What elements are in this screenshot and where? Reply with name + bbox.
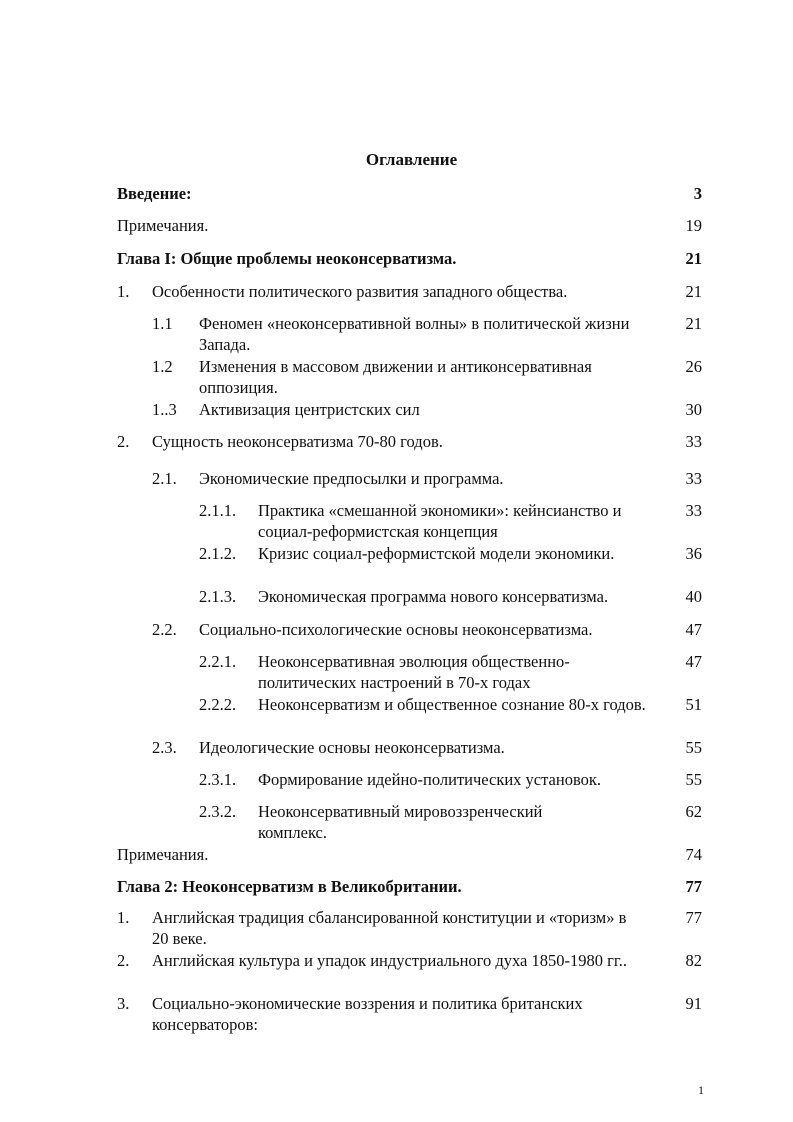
toc-entry-page: 21: [685, 314, 702, 333]
toc-entry-text: Идеологические основы неоконсерватизма.: [199, 738, 505, 757]
toc-entry-page: 3: [693, 184, 702, 203]
toc-entry-text: Особенности политического развития западного общества.: [152, 282, 568, 301]
toc-entry-page: 21: [685, 282, 702, 301]
toc-entry-number: 3.: [117, 994, 130, 1013]
toc-entry-number: 1.: [117, 282, 130, 301]
toc-entry-text: Социально-экономические воззрения и политика британских консерваторов:: [152, 994, 583, 1034]
toc-entry-number: 2.: [117, 951, 130, 970]
toc-entry-text: Примечания.: [117, 845, 209, 864]
toc-entry-number: 1.2: [152, 357, 173, 376]
toc-entry-text: Формирование идейно-политических установок.: [258, 770, 602, 789]
toc-entry-text: Практика «смешанной экономики»: кейнсианство и социал-реформистская концепция: [258, 501, 622, 541]
toc-entry-text: Глава I: Общие проблемы неоконсерватизма.: [117, 249, 457, 268]
toc-entry-text: Изменения в массовом движении и антиконсервативная оппозиция.: [199, 357, 592, 397]
toc-entry-page: 55: [685, 738, 702, 757]
toc-entry-page: 55: [685, 770, 702, 789]
toc-entry-text: Примечания.: [117, 216, 209, 235]
toc-entry-text: Неоконсервативная эволюция общественно-политических настроений в 70-х годах: [258, 652, 570, 692]
toc-entry-page: 47: [685, 652, 702, 671]
toc-entry-page: 77: [685, 877, 702, 896]
toc-entry-number: 2.2.2.: [199, 695, 237, 714]
toc-entry-text: Кризис социал-реформистской модели экономики.: [258, 544, 615, 563]
toc-title: Оглавление: [365, 150, 458, 169]
toc-entry-number: 2.2.: [152, 620, 177, 639]
toc-entry-number: 2.: [117, 432, 130, 451]
toc-entry-number: 1..3: [152, 400, 177, 419]
toc-entry-number: 2.1.: [152, 469, 177, 488]
toc-entry-text: Активизация центристских сил: [199, 400, 420, 419]
toc-entry-page: 62: [685, 802, 702, 821]
toc-entry-number: 1.: [117, 908, 130, 927]
toc-entry-text: Введение:: [117, 184, 192, 203]
toc-entry-text: Экономическая программа нового консерватизма.: [258, 587, 609, 606]
toc-entry-text: Сущность неоконсерватизма 70-80 годов.: [152, 432, 443, 451]
toc-entry-page: 26: [685, 357, 702, 376]
toc-entry-page: 91: [685, 994, 702, 1013]
toc-entry-page: 82: [685, 951, 702, 970]
toc-entry-page: 19: [685, 216, 702, 235]
toc-entry-page: 47: [685, 620, 702, 639]
page-number: 1: [698, 1083, 704, 1097]
toc-entry-text: Неоконсерватизм и общественное сознание 80-х годов.: [258, 695, 646, 714]
toc-entry-number: 1.1: [152, 314, 173, 333]
toc-entry-number: 2.1.3.: [199, 587, 237, 606]
toc-entry-number: 2.1.2.: [199, 544, 237, 563]
toc-entry-text: Английская культура и упадок индустриального духа 1850-1980 гг..: [152, 951, 628, 970]
toc-entry-text: Глава 2: Неоконсерватизм в Великобритании.: [117, 877, 462, 896]
toc-entry-page: 33: [685, 432, 702, 451]
toc-entry-text: Английская традиция сбалансированной конституции и «торизм» в 20 веке.: [152, 908, 627, 948]
toc-entry-number: 2.3.1.: [199, 770, 237, 789]
toc-entry-number: 2.2.1.: [199, 652, 237, 671]
toc-entry-number: 2.3.2.: [199, 802, 237, 821]
toc-entry-text: Феномен «неоконсервативной волны» в политической жизни Запада.: [199, 314, 630, 354]
toc-entry-text: Неоконсервативный мировоззренческий комплекс.: [258, 802, 543, 842]
toc-entry-page: 33: [685, 501, 702, 520]
toc-entry-page: 21: [685, 249, 702, 268]
toc-entry-text: Экономические предпосылки и программа.: [199, 469, 504, 488]
toc-entry-number: 2.1.1.: [199, 501, 237, 520]
toc-entry-page: 77: [685, 908, 702, 927]
toc-entry-page: 51: [685, 695, 702, 714]
toc-entry-page: 36: [685, 544, 702, 563]
toc-entry-page: 33: [685, 469, 702, 488]
toc-entry-text: Социально-психологические основы неоконсерватизма.: [199, 620, 593, 639]
toc-entry-page: 40: [685, 587, 702, 606]
toc-entry-page: 30: [685, 400, 702, 419]
toc-entry-number: 2.3.: [152, 738, 177, 757]
toc-entry-page: 74: [685, 845, 702, 864]
